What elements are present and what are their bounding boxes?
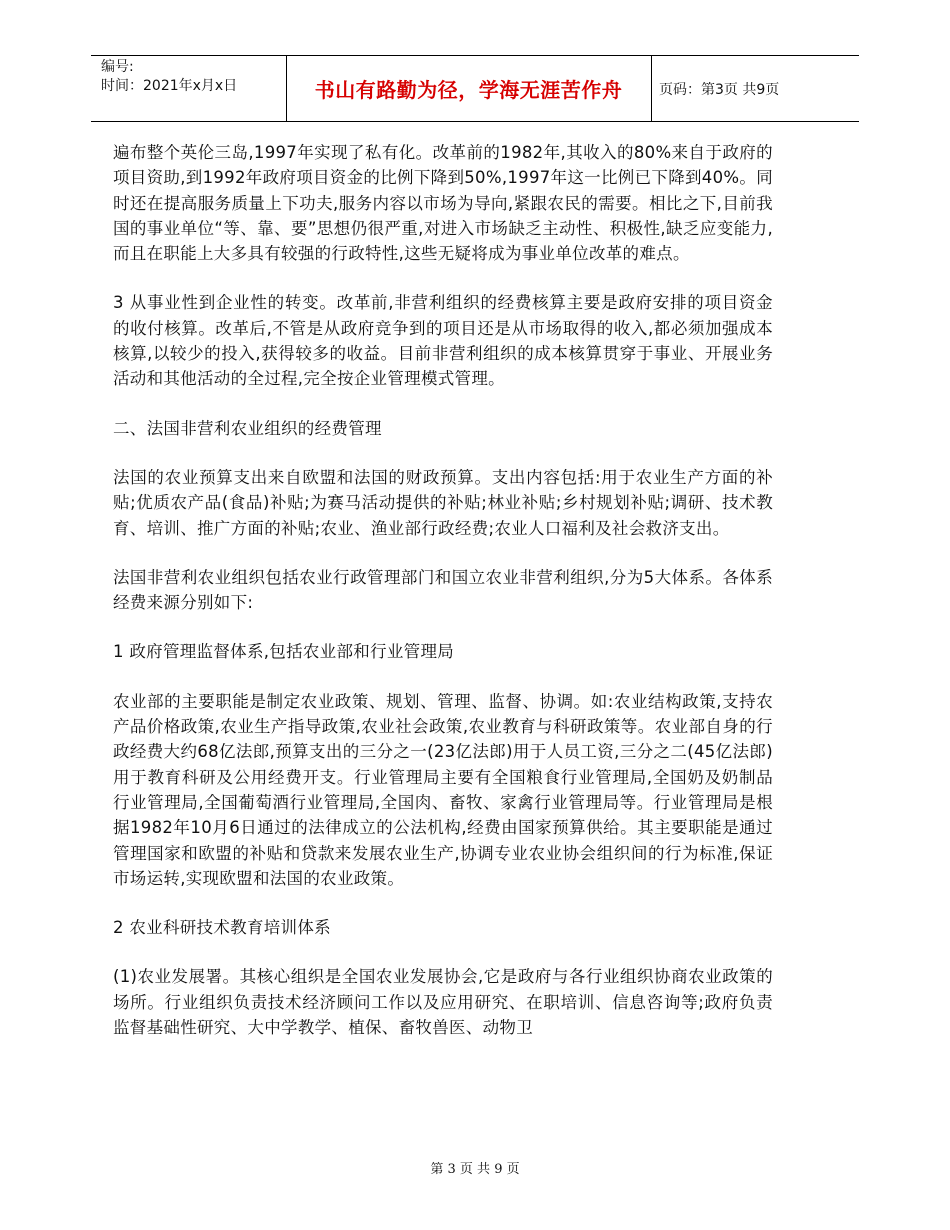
subsection-heading: 2 农业科研技术教育培训体系 <box>113 918 331 938</box>
section-heading: 二、法国非营利农业组织的经费管理 <box>113 418 382 438</box>
body-paragraph: 遍布整个英伦三岛,1997年实现了私有化。改革前的1982年,其收入的80%来自于政府的项目资助,到1992年政府项目资金的比例下降到50%,1997年这一比例已下降到40%。同时还在提高服务质量上下功夫,服务内容以市场为导向,紧跟农民的需要。相比之下,目前我国的事业单位“等、靠、要”思想仍很严重,对进入市场缺乏主动性、积极性,缺乏应变能力,而且在职能上大多具有较强的行政特性,这些无疑将成为事业单位改革的难点。 <box>113 143 773 264</box>
header-motto: 书山有路勤为径，学海无涯苦作舟 <box>314 78 623 102</box>
header-page-info: 页码：第3页 共9页 <box>659 81 780 98</box>
header-bottom-rule <box>91 121 859 122</box>
body-paragraph: (1)农业发展署。其核心组织是全国农业发展协会,它是政府与各行业组织协商农业政策的场所。行业组织负责技术经济顾问工作以及应用研究、在职培训、信息咨询等;政府负责监督基础性研究、大中学教学、植保、畜牧兽医、动物卫 <box>113 967 773 1038</box>
page-footer: 第 3 页 共 9 页 <box>430 1162 520 1177</box>
header-divider-right <box>651 56 652 121</box>
body-paragraph: 法国非营利农业组织包括农业行政管理部门和国立农业非营利组织,分为5大体系。各体系经费来源分别如下: <box>113 567 773 613</box>
document-time-label: 时间：2021年x月x日 <box>101 78 238 94</box>
header-meta <box>101 58 237 96</box>
body-paragraph: 法国的农业预算支出来自欧盟和法国的财政预算。支出内容包括:用于农业生产方面的补贴;优质农产品(食品)补贴;为赛马活动提供的补贴;林业补贴;乡村规划补贴;调研、技术教育、培训、推广方面的补贴;农业、渔业部行政经费;农业人口福利及社会救济支出。 <box>113 467 773 538</box>
subsection-heading: 1 政府管理监督体系,包括农业部和行业管理局 <box>113 642 455 662</box>
document-body <box>113 140 773 1040</box>
document-number-label: 编号: <box>101 59 134 75</box>
body-paragraph: 3 从事业性到企业性的转变。改革前,非营利组织的经费核算主要是政府安排的项目资金的收付核算。改革后,不管是从政府竞争到的项目还是从市场取得的收入,都必须加强成本核算,以较少的投入,获得较多的收益。目前非营利组织的成本核算贯穿于事业、开展业务活动和其他活动的全过程,完全按企业管理模式管理。 <box>113 293 773 389</box>
body-paragraph: 农业部的主要职能是制定农业政策、规划、管理、监督、协调。如:农业结构政策,支持农产品价格政策,农业生产指导政策,农业社会政策,农业教育与科研政策等。农业部自身的行政经费大约68亿法郎,预算支出的三分之一(23亿法郎)用于人员工资,三分之二(45亿法郎)用于教育科研及公用经费开支。行业管理局主要有全国粮食行业管理局,全国奶及奶制品行业管理局,全国葡萄酒行业管理局,全国肉、畜牧、家禽行业管理局等。行业管理局是根据1982年10月6日通过的法律成立的公法机构,经费由国家预算供给。其主要职能是通过管理国家和欧盟的补贴和贷款来发展农业生产,协调专业农业协会组织间的行为标准,保证市场运转,实现欧盟和法国的农业政策。 <box>113 691 773 888</box>
